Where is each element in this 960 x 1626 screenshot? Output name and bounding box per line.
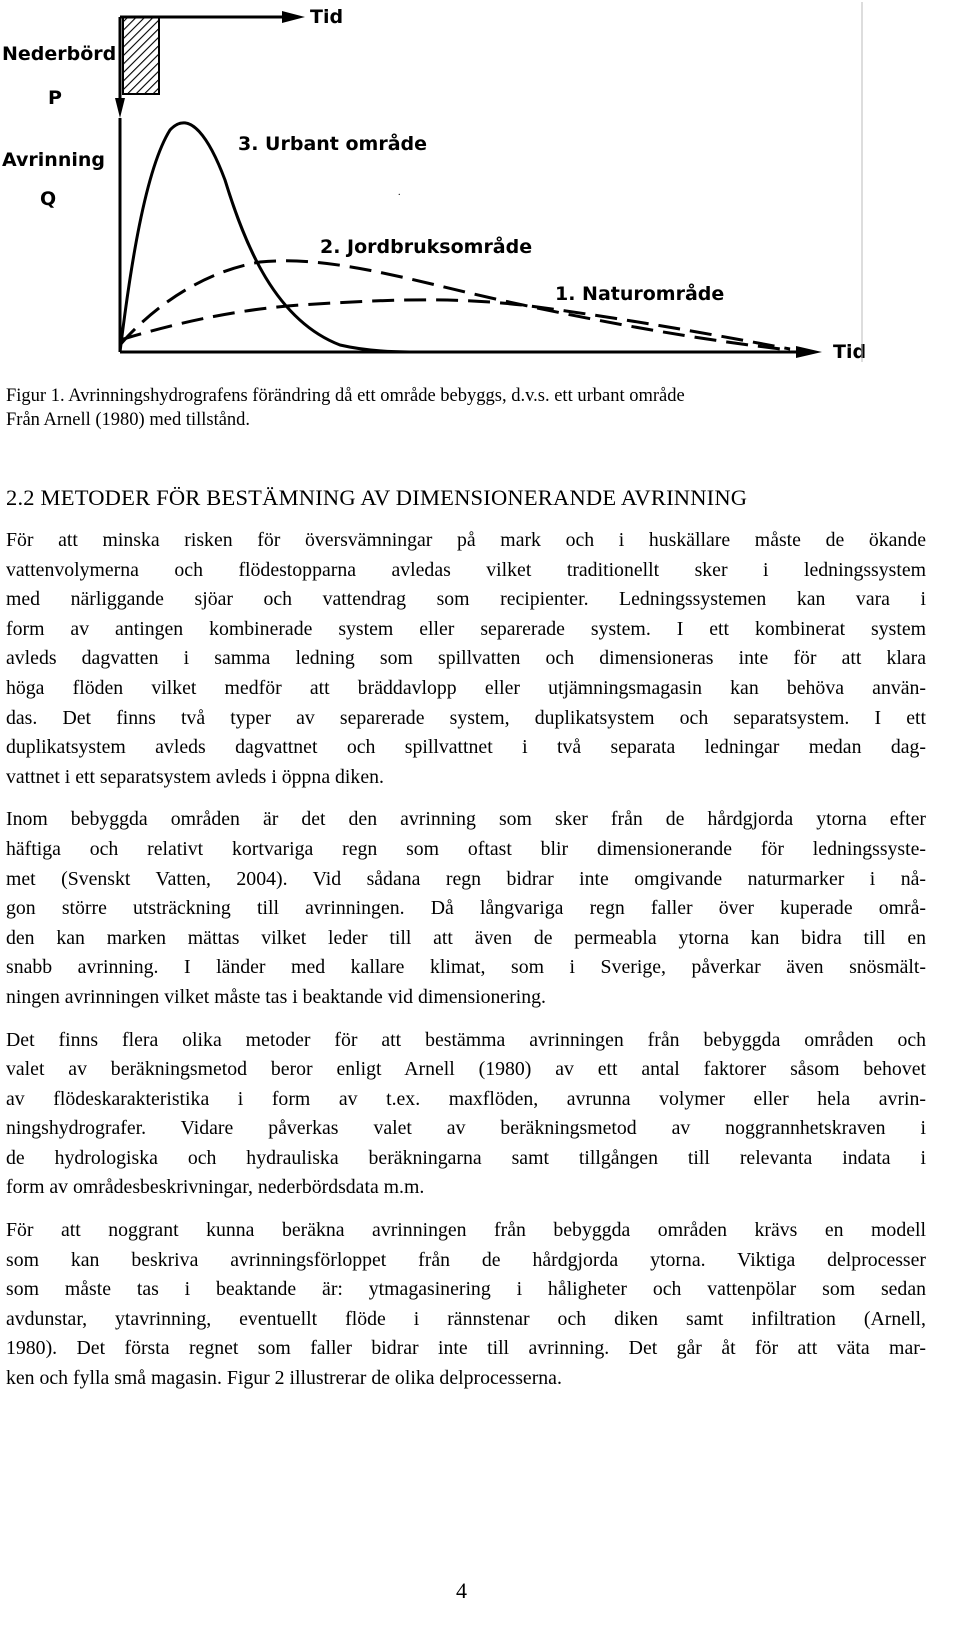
curve-agricultural (120, 261, 790, 350)
paragraph-line: avdunstar, ytavrinning, eventuellt flöde i rännstenar och diken samt infiltration (Arnell, (6, 1307, 926, 1330)
paragraph-line: ken och fylla små magasin. Figur 2 illustrerar de olika delprocesserna. (6, 1367, 562, 1390)
precipitation-bar (123, 17, 159, 94)
paragraph-line: valet av beräkningsmetod beror enligt Arnell (1980) av ett antal faktorer såsom behovet (6, 1058, 926, 1081)
paragraph-line: Inom bebyggda områden är det den avrinning som sker från de hårdgjorda ytorna efter (6, 808, 926, 831)
paragraph-line: ningen avrinningen vilket måste tas i beaktande vid dimensionering. (6, 985, 547, 1008)
bottom-axis-label: Tid (833, 341, 867, 363)
curve-urban-label: 3. Urbant område (238, 133, 428, 155)
paragraph-line: av flödeskarakteristika i form av t.ex. maxflöden, avrunna volymer eller hela avrin- (6, 1087, 926, 1110)
paragraph (6, 1026, 926, 1204)
paragraph-line: den kan marken mättas vilket leder till att även de permeabla ytorna kan bidra till en (6, 926, 926, 949)
paragraph-line: das. Det finns två typer av separerade system, duplikatsystem och separatsystem. I ett (6, 706, 926, 729)
paragraph-line: de hydrologiska och hydrauliska beräkningarna samt tillgången till relevanta indata i (6, 1146, 926, 1169)
section-heading: 2.2 METODER FÖR BESTÄMNING AV DIMENSIONERANDE AVRINNING (6, 485, 748, 510)
paragraph-line: För att minska risken för översvämningar på mark och i huskällare måste de ökande (6, 529, 926, 551)
curve-natural-label: 1. Naturområde (555, 283, 725, 305)
paragraph-line: vattenvolymerna och flödestopparna avledas vilket traditionellt sker i ledningssystem (6, 558, 926, 581)
caption-line-1: Figur 1. Avrinningshydrografens förändring då ett område bebyggs, d.v.s. ett urbant område (6, 386, 685, 406)
vertical-axis-arrowhead (115, 98, 125, 118)
paragraph-line: med närliggande sjöar och vattendrag som recipienter. Ledningssystemen kan vara i (6, 588, 926, 611)
paragraph (6, 805, 926, 1012)
paragraph-line: För att noggrant kunna beräkna avrinningen från bebyggda områden krävs en modell (6, 1219, 926, 1242)
paragraph-line: 1980). Det första regnet som faller bidrar inte till avrinning. Det går åt för att väta mar- (6, 1337, 926, 1360)
caption-line-2: Från Arnell (1980) med tillstånd. (6, 410, 251, 430)
top-axis-arrowhead (282, 11, 305, 23)
paragraph-line: som måste tas i beaktande är: ytmagasinering i håligheter och vattenpölar som sedan (6, 1278, 926, 1301)
paragraph-line: som kan beskriva avrinningsförloppet från de hårdgjorda ytorna. Viktiga delprocesser (6, 1248, 926, 1271)
runoff-hydrograph-figure (0, 0, 870, 380)
paragraph-line: ningshydrografer. Vidare påverkas valet av beräkningsmetod av noggrannhetskraven i (6, 1117, 926, 1140)
body-text (6, 526, 926, 1407)
paragraph (6, 1216, 926, 1394)
paragraph-line: form av områdesbeskrivningar, nederbördsdata m.m. (6, 1176, 425, 1199)
paragraph-line: vattnet i ett separatsystem avleds i öppna diken. (6, 765, 384, 788)
top-axis-label: Tid (310, 6, 344, 28)
paragraph-line: häftiga och relativt kortvariga regn som oftast blir dimensionerande för ledningssyste- (6, 837, 926, 860)
precipitation-label: Nederbörd (2, 43, 117, 65)
stray-dot: . (398, 187, 401, 198)
runoff-label: Avrinning (2, 149, 105, 171)
figure-caption (6, 384, 906, 432)
page-number: 4 (456, 1578, 467, 1603)
paragraph-line: duplikatsystem avleds dagvattnet och spillvattnet i två separata ledningar medan dag- (6, 736, 926, 759)
paragraph (6, 526, 926, 792)
paragraph-line: gon större utsträckning till avrinningen. Då långvariga regn faller över kuperade områ- (6, 897, 926, 920)
precipitation-symbol: P (48, 87, 62, 109)
runoff-symbol: Q (40, 188, 57, 210)
curve-natural (120, 300, 790, 349)
paragraph-line: höga flöden vilket medför att bräddavlopp eller utjämningsmagasin kan behöva använ- (6, 676, 926, 699)
paragraph-line: snabb avrinning. I länder med kallare klimat, som i Sverige, påverkar även snösmält- (6, 956, 926, 979)
paragraph-line: form av antingen kombinerade system eller separerade system. I ett kombinerat system (6, 617, 926, 640)
curve-agricultural-label: 2. Jordbruksområde (320, 236, 533, 258)
paragraph-line: Det finns flera olika metoder för att bestämma avrinningen från bebyggda områden och (6, 1028, 926, 1051)
bottom-axis-arrowhead (796, 346, 822, 358)
paragraph-line: met (Svenskt Vatten, 2004). Vid sådana regn bidrar inte omgivande naturmarker i nå- (6, 867, 926, 890)
paragraph-line: avleds dagvatten i samma ledning som spillvatten och dimensioneras inte för att klara (6, 647, 926, 670)
